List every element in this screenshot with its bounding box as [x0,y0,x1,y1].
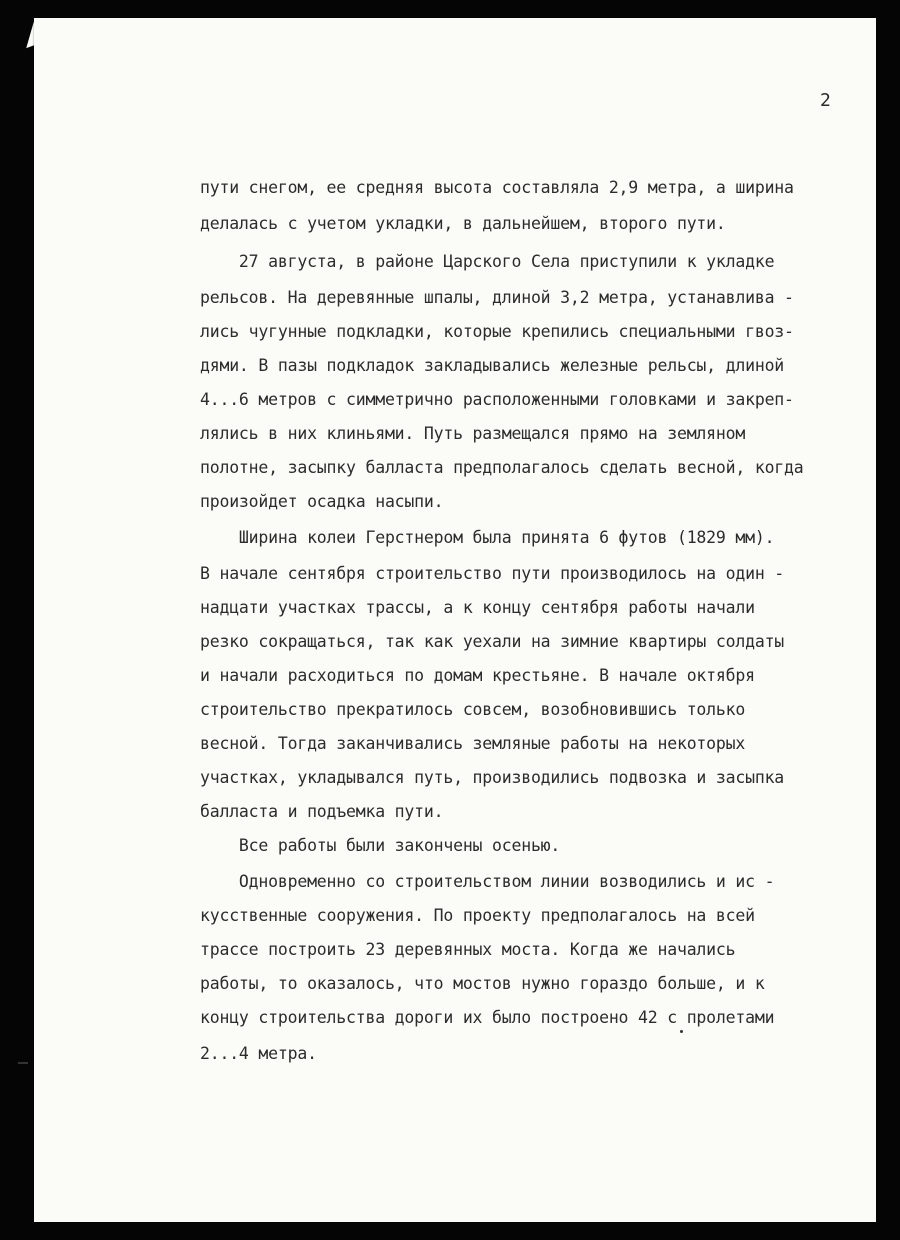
text-line: балласта и подъемка пути. [200,802,444,821]
text-line: В начале сентября строительство пути производилось на один - [200,564,785,583]
document-sheet [34,18,876,1222]
text-line: рельсов. На деревянные шпалы, длиной 3,2 метра, устанавлива - [200,288,794,307]
text-line: кусственные сооружения. По проекту предполагалось на всей [200,906,755,925]
margin-mark [18,1062,28,1064]
text-line: произойдет осадка насыпи. [200,492,444,511]
text-line: работы, то оказалось, что мостов нужно гораздо больше, и к [200,974,765,993]
text-line: лялись в них клиньями. Путь размещался прямо на земляном [200,424,746,443]
text-line: Одновременно со строительством линии возводились и ис - [200,872,775,891]
text-line: резко сокращаться, так как уехали на зимние квартиры солдаты [200,632,785,651]
text-line: строительство прекратилось совсем, возобновившись только [200,700,746,719]
page-number: 2 [820,90,831,111]
text-line: лись чугунные подкладки, которые крепились специальными гвоз- [200,322,794,341]
ink-dot [680,1030,683,1033]
text-line: 27 августа, в районе Царского Села приступили к укладке [200,252,775,271]
text-line: полотне, засыпку балласта предполагалось сделать весной, когда [200,458,804,477]
text-line: концу строительства дороги их было построено 42 с пролетами [200,1008,775,1027]
text-line: Все работы были закончены осенью. [200,836,561,855]
text-line: весной. Тогда заканчивались земляные работы на некоторых [200,734,746,753]
text-line: 2...4 метра. [200,1044,317,1063]
text-line: дями. В пазы подкладок закладывались железные рельсы, длиной [200,356,785,375]
text-line: трассе построить 23 деревянных моста. Когда же начались [200,940,736,959]
text-line: Ширина колеи Герстнером была принята 6 футов (1829 мм). [200,528,775,547]
text-line: пути снегом, ее средняя высота составляла 2,9 метра, а ширина [200,178,794,197]
text-line: надцати участках трассы, а к концу сентября работы начали [200,598,755,617]
text-line: и начали расходиться по домам крестьяне. В начале октября [200,666,755,685]
text-line: делалась с учетом укладки, в дальнейшем, второго пути. [200,214,726,233]
text-line: 4...6 метров с симметрично расположенными головками и закреп- [200,390,794,409]
text-line: участках, укладывался путь, производились подвозка и засыпка [200,768,785,787]
